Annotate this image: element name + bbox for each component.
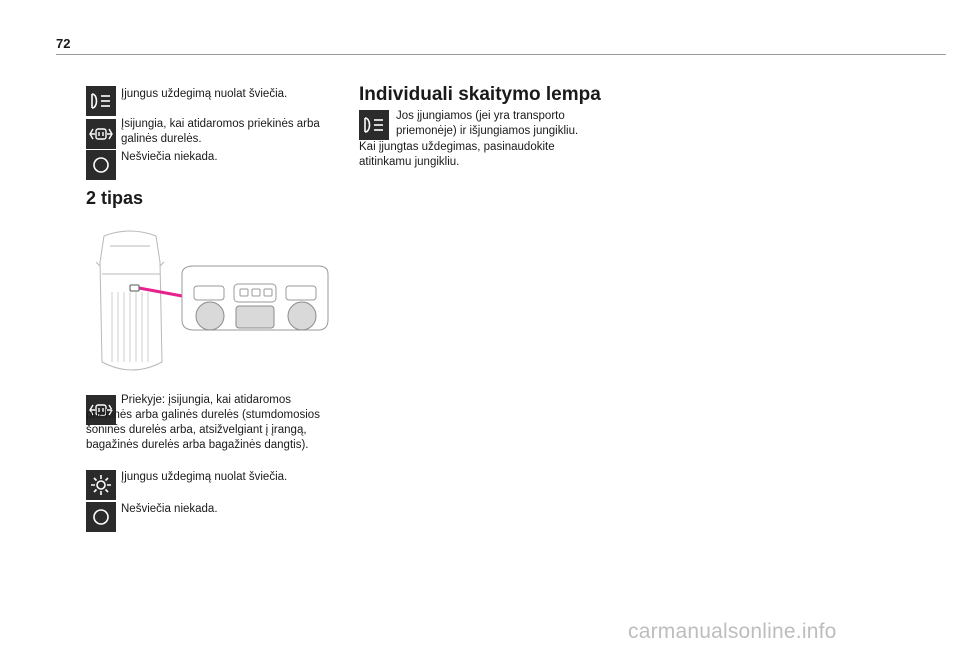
section-title: Individuali skaitymo lempa — [359, 84, 601, 105]
map-light-on-icon — [86, 86, 116, 116]
header-divider — [56, 54, 946, 55]
map-light-on-icon — [359, 110, 389, 140]
light-off-icon — [86, 502, 116, 532]
light-on-sun-icon — [86, 470, 116, 500]
door-light-icon — [86, 119, 116, 149]
item-text: Nešviečia niekada. — [121, 503, 218, 515]
item-text: Įsijungia, kai atidaromos priekinės arba galinės durelės. — [121, 118, 320, 145]
watermark: carmanualsonline.info — [628, 620, 837, 643]
page-number: 72 — [56, 36, 71, 51]
light-off-icon — [86, 150, 116, 180]
item-text: Įjungus uždegimą nuolat šviečia. — [121, 471, 288, 483]
paragraph: Kai įjungtas uždegimas, pasinaudokite atitinkamu jungikliu. — [359, 141, 555, 168]
item-text: Priekyje: įsijungia, kai atidaromos priekinės arba galinės durelės (stumdomosios šoninės durelės arba, atsižvelgiant į įrangą, bagažinės durelės arba bagažinės dangtis). — [86, 394, 320, 451]
item-text: Jos įjungiamos (jei yra transporto priemonėje) ir išjungiamos jungikliu. — [396, 110, 579, 137]
roof-light-diagram — [90, 222, 330, 384]
item-text: Įjungus uždegimą nuolat šviečia. — [121, 88, 288, 100]
section-title: 2 tipas — [86, 188, 144, 208]
item-text: Nešviečia niekada. — [121, 151, 218, 163]
